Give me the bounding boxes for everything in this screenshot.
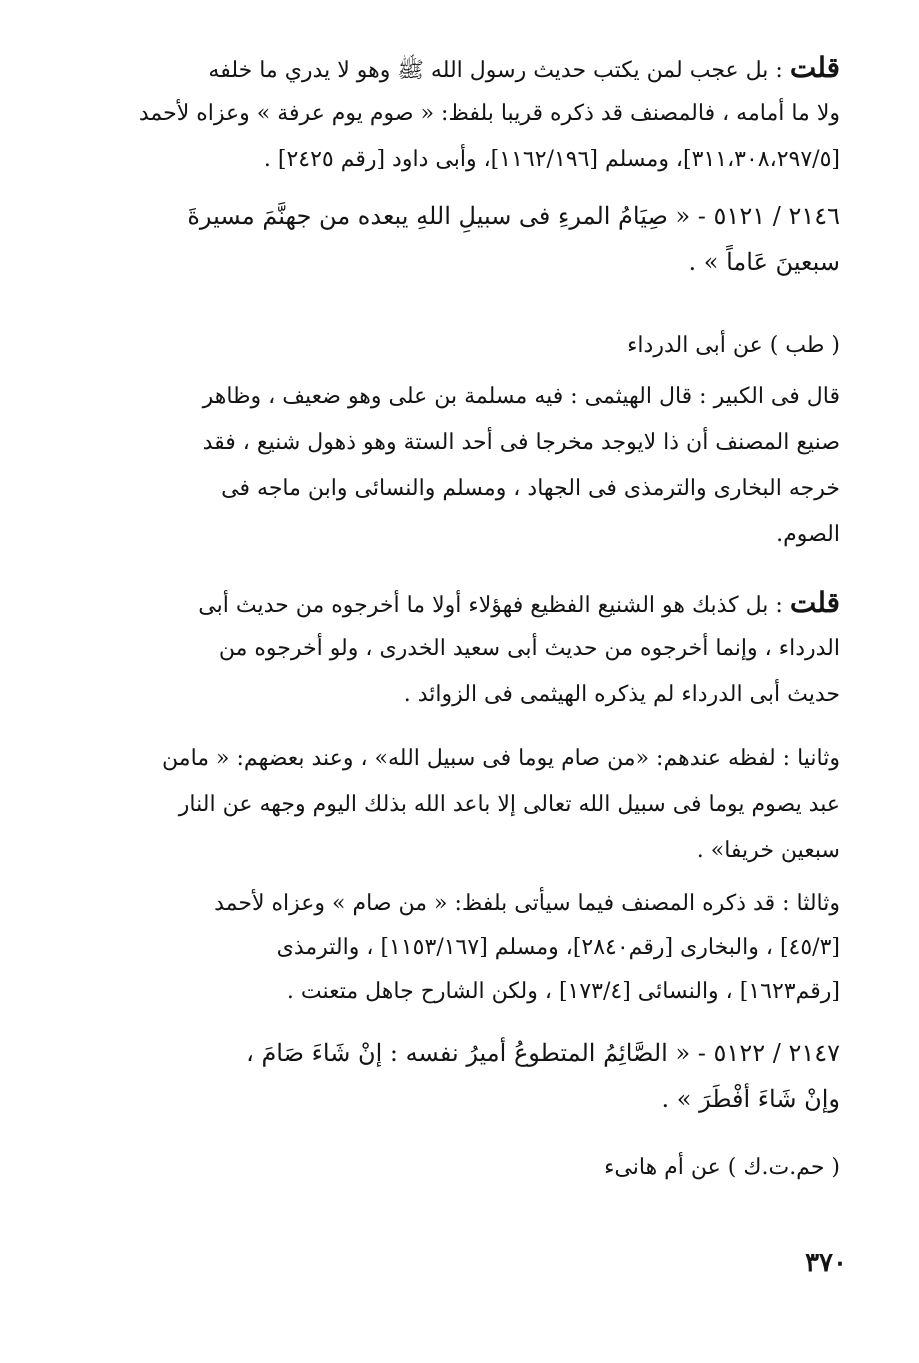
text-line: وثانيا : لفظه عندهم: «من صام يوما فى سبيل الله» ، وعند بعضهم: « مامن	[162, 746, 840, 771]
text-line: ولا ما أمامه ، فالمصنف قد ذكره قريبا بلفظ: « صوم يوم عرفة » وعزاه لأحمد	[138, 101, 840, 126]
text-line: [٤٥/٣] ، والبخارى [رقم٢٨٤٠]، ومسلم [١١٥٣/١٦٧] ، والترمذى	[276, 935, 840, 960]
hadith-source-2	[118, 1145, 840, 1191]
text-line: حديث أبى الدرداء لم يذكره الهيثمى فى الزوائد .	[403, 682, 840, 707]
hadith-source-1	[118, 323, 840, 369]
text-line: سبعين خريفا» .	[696, 838, 840, 863]
paragraph-lead: قلت	[789, 586, 840, 619]
paragraph-commentary	[118, 374, 840, 558]
text-line: صنيع المصنف أن ذا لايوجد مخرجا فى أحد الستة وهو ذهول شنيع ، فقد	[202, 430, 840, 455]
hadith-entry-2146	[118, 193, 840, 285]
text-line: وثالثا : قد ذكره المصنف فيما سيأتى بلفظ: « من صام » وعزاه لأحمد	[214, 891, 840, 916]
text-line: وإنْ شَاءَ أفْطَرَ » .	[661, 1085, 840, 1113]
text-line: قلت : بل كذبك هو الشنيع الفظيع فهؤلاء أولا ما أخرجوه من حديث أبى	[198, 586, 840, 619]
paragraph-thirdly	[118, 882, 840, 1014]
paragraph-qult-2	[118, 580, 840, 718]
text-line: ٢١٤٦ / ٥١٢١ - « صِيَامُ المرءِ فى سبيلِ اللهِ يبعده من جهنَّمَ مسيرةَ	[187, 202, 840, 230]
text-line: عبد يصوم يوما فى سبيل الله تعالى إلا باعد الله بذلك اليوم وجهه عن النار	[178, 792, 840, 817]
source-line: ( طب ) عن أبى الدرداء	[627, 333, 840, 358]
source-line: ( حم.ت.ك ) عن أم هانىء	[604, 1155, 840, 1180]
text-line: سبعينَ عَاماً » .	[688, 248, 840, 276]
text-line: قلت : بل عجب لمن يكتب حديث رسول الله ﷺ وهو لا يدري ما خلفه	[208, 51, 840, 84]
text-line: [رقم١٦٢٣] ، والنسائى [١٧٣/٤] ، ولكن الشارح جاهل متعنت .	[286, 979, 840, 1004]
text-line: الصوم.	[776, 522, 840, 547]
text-line: قال فى الكبير : قال الهيثمى : فيه مسلمة بن على وهو ضعيف ، وظاهر	[202, 384, 840, 409]
hadith-entry-2147	[118, 1030, 840, 1122]
text-line: الدرداء ، وإنما أخرجوه من حديث أبى سعيد الخدرى ، ولو أخرجوه من	[218, 636, 840, 661]
text-line: خرجه البخارى والترمذى فى الجهاد ، ومسلم والنسائى وابن ماجه فى	[221, 476, 840, 501]
paragraph-secondly	[118, 736, 840, 874]
page-number: ٣٧٠	[805, 1248, 847, 1278]
paragraph-lead: قلت	[789, 51, 840, 84]
paragraph-qult-1	[118, 45, 840, 183]
text-line: ٢١٤٧ / ٥١٢٢ - « الصَّائِمُ المتطوعُ أميرُ نفسه : إنْ شَاءَ صَامَ ،	[246, 1039, 840, 1067]
text-line: [٣١١،٣٠٨،٢٩٧/٥]، ومسلم [١١٦٢/١٩٦]، وأبى داود [رقم ٢٤٢٥] .	[263, 147, 840, 172]
